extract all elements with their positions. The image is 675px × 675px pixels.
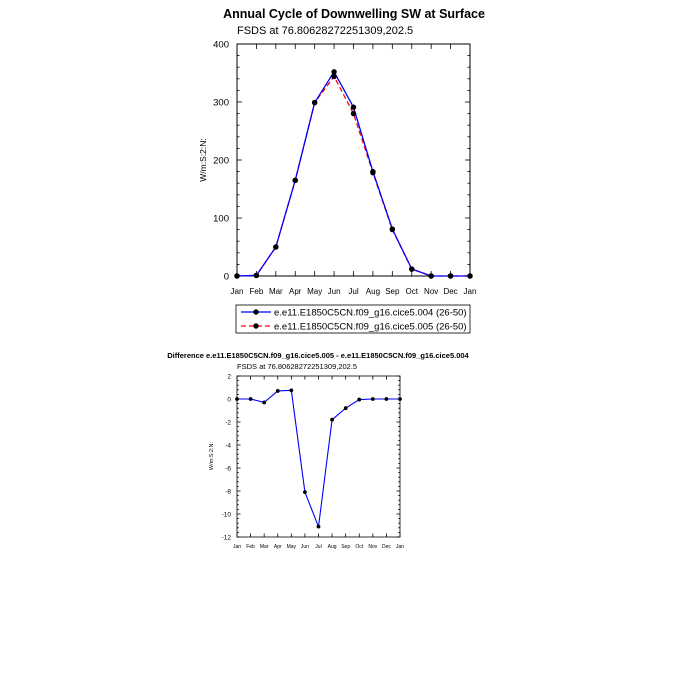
x-tick-label: Feb (249, 287, 264, 296)
series-2-point (293, 178, 298, 183)
diff-y-tick-label: -10 (221, 511, 231, 519)
series-2-point (448, 273, 453, 278)
diff-y-tick-label: -6 (225, 465, 231, 473)
x-tick-label: Mar (268, 287, 283, 296)
diff-y-tick-label: -8 (225, 488, 231, 496)
series-line-1 (237, 72, 470, 276)
diff-x-tick-label: Dec (381, 544, 391, 550)
diff-y-tick-label: -12 (221, 534, 231, 542)
series-2-point (390, 227, 395, 232)
diff-series-group (235, 388, 402, 528)
diff-y-tick-label: -2 (225, 419, 231, 427)
y-axis-label: W/m:S:2:N: (198, 138, 208, 182)
diff-series-1-point (357, 398, 361, 402)
y-tick-group (213, 39, 470, 282)
diff-series-1-point (398, 397, 402, 401)
x-tick-label: Jan (230, 287, 244, 296)
diff-series-1-point (344, 406, 348, 410)
series-2-point (312, 100, 317, 105)
x-tick-label: Sep (385, 287, 400, 296)
series-1-point (351, 105, 356, 110)
legend (236, 305, 470, 333)
diff-x-tick-label: Apr (273, 544, 282, 550)
diff-x-tick-label: Sep (341, 544, 351, 550)
diff-y-tick-label: -4 (225, 442, 231, 450)
diff-chart-subtitle: FSDS at 76.80628272251309,202.5 (237, 362, 358, 371)
series-group (234, 69, 472, 279)
chart-subtitle: FSDS at 76.80628272251309,202.5 (237, 25, 414, 37)
x-tick-label: Apr (289, 287, 302, 296)
difference-chart (167, 351, 469, 550)
diff-x-tick-label: Oct (355, 544, 364, 550)
y-tick-label: 100 (213, 213, 229, 225)
diff-series-1-point (249, 397, 253, 401)
diff-y-axis-label: W/m:S:2:N: (209, 441, 215, 471)
chart-title: Annual Cycle of Downwelling SW at Surface (223, 7, 485, 21)
x-tick-label: Aug (365, 287, 381, 296)
legend-marker-series-1 (253, 309, 258, 314)
y-tick-label: 400 (213, 39, 229, 51)
series-2-point (351, 111, 356, 116)
y-tick-label: 300 (213, 97, 229, 109)
series-2-point (254, 273, 259, 278)
diff-x-tick-label: Jan (232, 544, 242, 550)
diff-series-1-point (385, 397, 389, 401)
x-tick-label: Nov (424, 287, 439, 296)
diff-x-tick-label: Jul (315, 544, 322, 550)
plot-frame (237, 44, 470, 276)
diff-series-1-point (289, 388, 293, 392)
diff-series-1-point (262, 401, 266, 405)
x-tick-label: Jan (463, 287, 477, 296)
x-tick-label: May (307, 287, 323, 296)
diff-plot-frame (237, 376, 400, 537)
y-tick-label: 0 (223, 271, 229, 283)
diff-series-1-point (317, 525, 321, 529)
annual-cycle-chart (198, 7, 485, 333)
x-tick-label: Jun (327, 287, 341, 296)
series-2-point (467, 273, 472, 278)
legend-marker-series-2 (253, 323, 258, 328)
diff-x-tick-label: Jun (300, 544, 309, 550)
series-2-point (331, 74, 336, 79)
diff-x-tick-label: Aug (327, 544, 337, 550)
series-1-point (331, 69, 336, 74)
series-2-point (370, 170, 375, 175)
diff-x-tick-label: Mar (259, 544, 269, 550)
series-2-point (234, 273, 239, 278)
x-tick-label: Jul (348, 287, 359, 296)
diff-x-tick-label: Feb (246, 544, 255, 550)
diff-x-tick-label: Nov (368, 544, 378, 550)
series-2-point (428, 273, 433, 278)
y-tick-label: 200 (213, 155, 229, 167)
diff-series-1-point (330, 418, 334, 422)
x-tick-label: Oct (405, 287, 418, 296)
diff-series-1-point (276, 389, 280, 393)
x-tick-label: Dec (443, 287, 458, 296)
series-2-point (409, 266, 414, 271)
diff-series-1-point (303, 490, 307, 494)
diff-series-line-1 (237, 390, 400, 526)
diff-x-tick-label: Jan (395, 544, 405, 550)
diff-series-1-point (371, 397, 375, 401)
series-2-point (273, 244, 278, 249)
legend-label-series-1: e.e11.E1850C5CN.f09_g16.cice5.004 (26-50) (274, 307, 467, 319)
diff-x-tick-label: May (286, 544, 297, 550)
diff-y-tick-label: 0 (227, 396, 231, 404)
diff-chart-title: Difference e.e11.E1850C5CN.f09_g16.cice5.005 - e.e11.E1850C5CN.f09_g16.cice5.004 (167, 351, 469, 360)
diff-y-tick-label: 2 (227, 373, 231, 381)
diff-series-1-point (235, 397, 239, 401)
legend-label-series-2: e.e11.E1850C5CN.f09_g16.cice5.005 (26-50) (274, 321, 467, 333)
